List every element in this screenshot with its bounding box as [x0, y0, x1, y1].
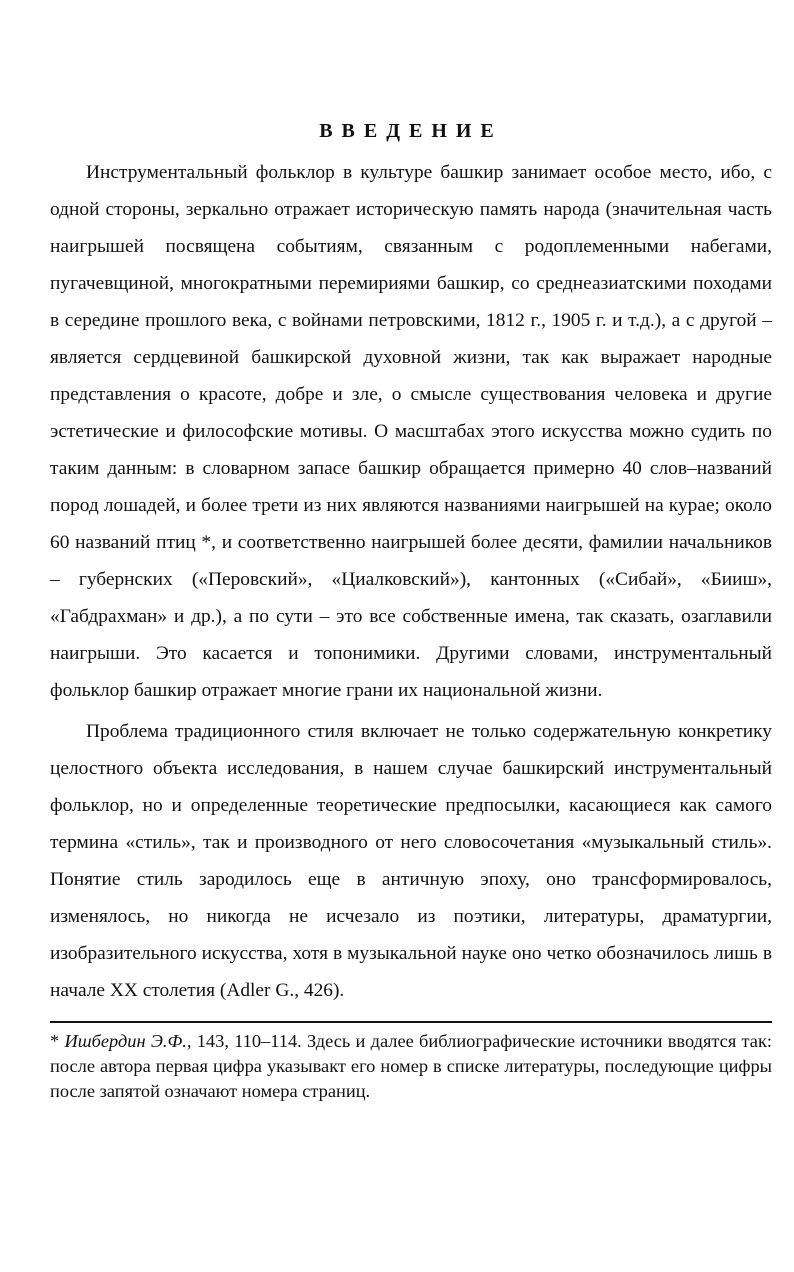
- footnote-marker: *: [50, 1031, 65, 1051]
- footnote-author: Ишбердин Э.Ф.,: [64, 1031, 192, 1051]
- document-page: [50, 118, 772, 1104]
- footnote-separator: [50, 1021, 772, 1023]
- body-paragraph-1: Инструментальный фольклор в культуре башкир занимает особое место, ибо, с одной стороны, зеркально отражает историческую память народа (значительная часть наигрышей посвящена событиям, связанным с родоплеменными набегами, пугачевщиной, многократными перемириями башкир, со среднеазиатскими походами в середине прошлого века, с войнами петровскими, 1812 г., 1905 г. и т.д.), а с другой – является сердцевиной башкирской духовной жизни, так как выражает народные представления о красоте, добре и зле, о смысле существования человека и другие эстетические и философские мотивы. О масштабах этого искусства можно судить по таким данным: в словарном запасе башкир обращается примерно 40 слов–названий пород лошадей, и более трети из них являются названиями наигрышей на курае; около 60 названий птиц *, и соответственно наигрышей более десяти, фамилии начальников – губернских («Перовский», «Циалковский»), кантонных («Сибай», «Бииш», «Габдрахман» и др.), а по сути – это все собственные имена, так сказать, озаглавили наигрыши. Это касается и топонимики. Другими словами, инструментальный фольклор башкир отражает многие грани их национальной жизни.: [50, 162, 772, 701]
- footnote: [50, 1029, 772, 1104]
- page-title: ВВЕДЕНИЕ: [319, 120, 503, 142]
- footnote-text: 143, 110–114. Здесь и далее библиографические источники вводятся так: после автора первая цифра указывакт его номер в списке литературы, последующие цифры после запятой означают номера страниц.: [50, 1031, 773, 1101]
- body-paragraph-2: Проблема традиционного стиля включает не только содержательную конкретику целостного объекта исследования, в нашем случае башкирский инструментальный фольклор, но и определенные теоретические предпосылки, касающиеся как самого термина «стиль», так и производного от него словосочетания «музыкальный стиль». Понятие стиль зародилось еще в античную эпоху, оно трансформировалось, изменялось, но никогда не исчезало из поэтики, литературы, драматургии, изобразительного искусства, хотя в музыкальной науке оно четко обозначилось лишь в начале XX столетия (Adler G., 426).: [50, 721, 772, 1001]
